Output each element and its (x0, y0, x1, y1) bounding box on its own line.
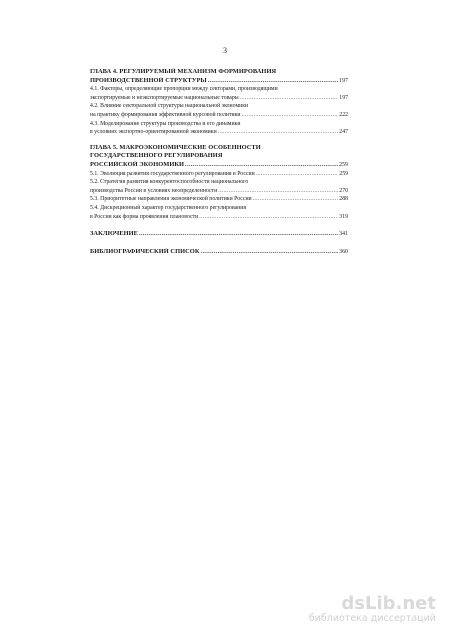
toc-page-number: 288 (339, 196, 348, 203)
dot-leader (242, 111, 339, 120)
dot-leader (201, 248, 339, 257)
dot-leader (139, 230, 338, 239)
toc-section-4-2-line-1: 4.2. Влияние секторальной структуры национальной экономики (90, 103, 249, 110)
toc-section-4-2-line-2: на практику формирования эффективной курсовой политики ..... 222 (90, 111, 348, 120)
table-of-contents (90, 68, 348, 256)
watermark-subtitle: библиотека диссертаций (308, 613, 436, 624)
toc-section-5-2-line-2: производства России в условиях неопределенности ..... 270 (90, 187, 348, 196)
toc-chapter-4-title-line-1: ГЛАВА 4. РЕГУЛИРУЕМЫЙ МЕХАНИЗМ ФОРМИРОВАНИЯ (90, 68, 277, 75)
toc-chapter-4-title-line-2: ПРОИЗВОДСТВЕННОЙ СТРУКТУРЫ ..... 197 (90, 77, 348, 86)
dot-leader (218, 128, 339, 137)
toc-chapter-5-title-line-3: РОССИЙСКОЙ ЭКОНОМИКИ ..... 259 (90, 161, 348, 170)
toc-section-5-2-line-1: 5.2. Стратегия развития конкурентоспособности национального (90, 179, 249, 186)
toc-page-number: 259 (339, 161, 348, 168)
toc-section-4-1-line-1: 4.1. Факторы, определяющие пропорции между секторами, производящими (90, 86, 278, 93)
dot-leader (253, 195, 339, 204)
toc-page-number: 247 (339, 129, 348, 136)
toc-section-5-1: 5.1. Эволюция развития государственного регулирования в России ..... 259 (90, 170, 348, 179)
toc-section-5-3: 5.3. Приоритетные направления экономической политики России ..... 288 (90, 195, 348, 204)
toc-section-4-3-line-2: в условиях экспортно-ориентированной экономики ..... 247 (90, 128, 348, 137)
toc-page-number: 360 (339, 248, 348, 255)
page-number: 3 (223, 46, 227, 55)
dot-leader (218, 187, 338, 196)
dot-leader (185, 161, 338, 170)
toc-page-number: 197 (339, 77, 348, 84)
dot-leader (208, 77, 338, 86)
toc-section-5-4-line-2: в России как форма проявления плановости ..... 319 (90, 213, 348, 222)
dot-leader (256, 170, 339, 179)
dot-leader (199, 213, 338, 222)
toc-bibliography: БИБЛИОГРАФИЧЕСКИЙ СПИСОК ..... 360 (90, 248, 348, 257)
toc-page-number: 222 (339, 111, 348, 118)
toc-page-number: 341 (339, 231, 348, 238)
watermark (306, 595, 436, 625)
toc-chapter-5-title-line-1: ГЛАВА 5. МАКРОЭКОНОМИЧЕСКИЕ ОСОБЕННОСТИ (90, 143, 261, 151)
dot-leader (240, 94, 339, 103)
toc-page-number: 319 (339, 213, 348, 220)
toc-conclusion: ЗАКЛЮЧЕНИЕ ..... 341 (90, 230, 348, 239)
toc-chapter-5-title-line-2: ГОСУДАРСТВЕННОГО РЕГУЛИРОВАНИЯ (90, 152, 223, 160)
watermark-logo: dsLib.net (341, 593, 436, 614)
toc-page-number: 270 (339, 187, 348, 194)
toc-page-number: 259 (339, 170, 348, 177)
toc-page-number: 197 (339, 94, 348, 101)
toc-section-4-3-line-1: 4.3. Моделирование структуры производства и его динамики (90, 120, 241, 127)
toc-section-4-1-line-2: экспортируемые и неэкспортируемые национальные товары ..... 197 (90, 94, 348, 103)
toc-section-5-4-line-1: 5.4. Дискреционный характер государственного регулирования (90, 204, 247, 211)
